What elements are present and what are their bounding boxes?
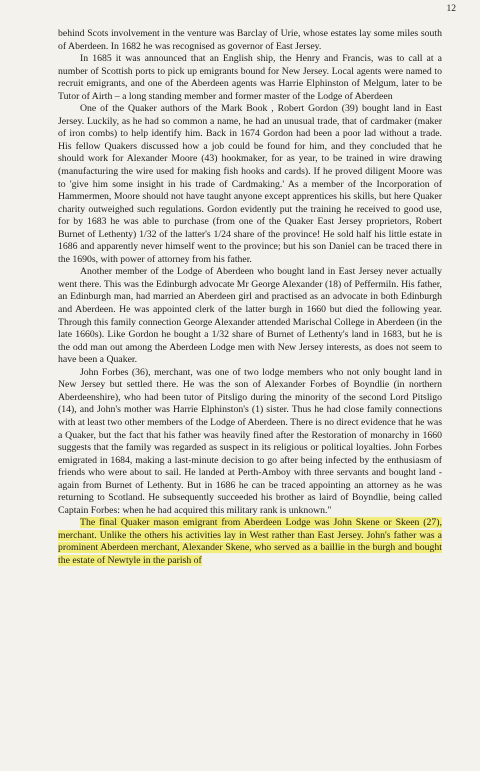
paragraph-text: Another member of the Lodge of Aberdeen who bought land in East Jersey never actually went there. This was the Edinburgh advocate Mr George Alexander (18) of Peffermiln. His father, an Edinburgh man, had married an Aberdeen girl and practised as an advocate in both Edinburgh and Aberdeen. He was appointed clerk of the latter burgh in 1660 but died the following year. Through this family connection George Alexander attended Marischal College in Aberdeen (in the late 1660s). Like Gordon he bought a 1/32 share of Burnet of Lethenty's land in 1683, but he is the odd man out among the Aberdeen Lodge men with New Jersey interests, as does not seem to have been a Quaker. xyxy=(58,266,442,366)
paragraph-text: behind Scots involvement in the venture was Barclay of Urie, whose estates lay some miles south of Aberdeen. In 1682 he was recognised as governor of East Jersey. xyxy=(58,28,442,52)
paragraph-text: One of the Quaker authors of the Mark Book , Robert Gordon (39) bought land in East Jersey. Luckily, as he had so common a name, he had an unusual trade, that of cardmaker (maker of iron combs) to help identify him. Back in 1674 Gordon had been a poor lad without a trade. His fellow Quakers discussed how a job could be found for him, and they concluded that he should work for Alexander Moore (43) hookmaker, for as year, to be trained in wire drawing (manufacturing the wire used for making fish hooks and cards). If he proved diligent Moore was to 'give him some insight in his trade of Cardmaking.' As a member of the Incorporation of Hammermen, Moore should not have taught anyone except apprentices his skills, but here Quaker charity outweighed such regulations. Gordon evidently put the training he received to good use, for by 1683 he was able to purchase (from one of the Quaker East Jersey proprietors, Robert Burnet of Lethenty) 1/32 of the latter's 1/24 share of the province! He sold half his little estate in 1686 and apparently never himself went to the province; but his son Daniel can be traced there in the 1690s, with power of attorney from his father. xyxy=(58,103,442,265)
paragraph xyxy=(58,103,442,266)
page-number: 12 xyxy=(446,4,456,14)
highlighted-text: The final Quaker mason emigrant from Aberdeen Lodge was John Skene or Skeen (27), merchant. Unlike the others his activities lay in West rather than East Jersey. John's father was a prominent Aberdeen merchant, Alexander Skene, who served as a baillie in the burgh and bought the estate of Newtyle in the parish of xyxy=(58,517,442,566)
highlighted-paragraph xyxy=(58,517,442,567)
paragraph xyxy=(58,367,442,518)
paragraph-text: John Forbes (36), merchant, was one of two lodge members who not only bought land in New Jersey but settled there. He was the son of Alexander Forbes of Boyndlie (in northern Aberdeenshire), who had been tutor of Pitsligo during the minority of the second Lord Pitsligo (14), and John's mother was Harrie Elphinston's (1) sister. Thus he had close family connections with at least two other members of the Lodge of Aberdeen. There is no direct evidence that he was a Quaker, but the fact that his father was heavily fined after the Restoration of monarchy in 1660 suggests that the family was regarded as suspect in its religious or political loyalties. John Forbes emigrated in 1684, making a last-minute decision to go after being infected by the enthusiasm of friends who were about to sail. He landed at Perth-Amboy with three servants and bought land - again from Burnet of Lethenty. But in 1686 he can be traced appointing an attorney as he was returning to Scotland. He subsequently succeeded his brother as laird of Boyndlie, being called Captain Forbes: when he had acquired this military rank is unknown." xyxy=(58,366,443,516)
paragraph xyxy=(58,53,442,103)
body-text xyxy=(58,28,442,568)
paragraph-text: In 1685 it was announced that an English ship, the Henry and Francis, was to call at a number of Scottish ports to pick up emigrants bound for New Jersey. Local agents were named to recruit emigrants, and one of the Aberdeen agents was Harrie Elphinston of Melgum, later to be Tutor of Airth – a long standing member and former master of the Lodge of Aberdeen xyxy=(58,53,442,102)
paragraph xyxy=(58,266,442,366)
paragraph xyxy=(58,28,442,53)
